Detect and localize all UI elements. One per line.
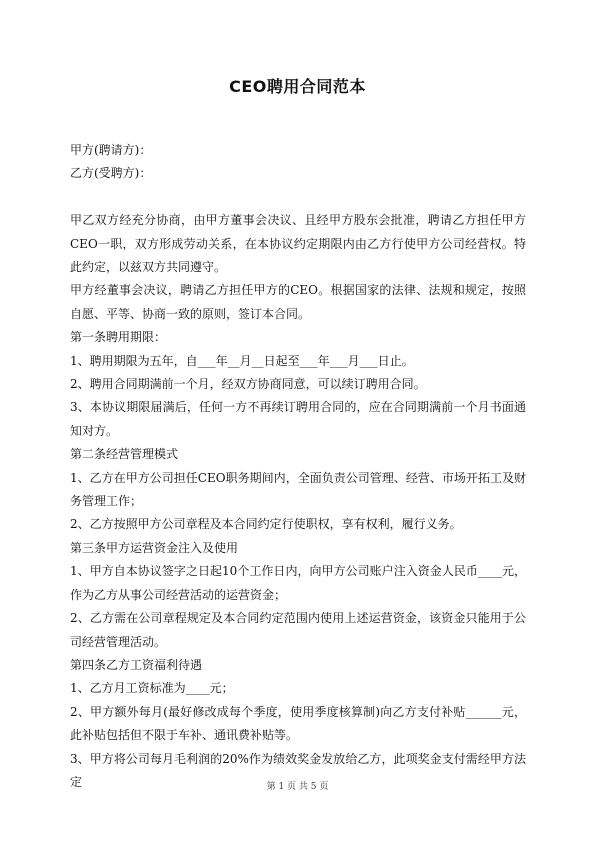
clause-paragraph: 1、乙方月工资标准为____元； bbox=[70, 681, 234, 696]
document-title: CEO聘用合同范本 bbox=[229, 77, 366, 96]
preamble-paragraph: 甲乙双方经充分协商，由甲方董事会决议、且经甲方股东会批准，聘请乙方担任甲方CEO一职，双方形成劳动关系，在本协议约定期限内由乙方行使甲方公司经营权。特此约定，以兹双方共同遵守。 bbox=[70, 213, 526, 275]
party-a-line: 甲方(聘请方)： bbox=[70, 143, 152, 157]
clause-paragraph: 2、聘用合同期满前一个月，经双方协商同意，可以续订聘用合同。 bbox=[70, 377, 426, 392]
contract-body bbox=[70, 139, 526, 794]
intro-paragraph: 甲方经董事会决议，聘请乙方担任甲方的CEO。根据国家的法律、法规和规定，按照自愿、平等、协商一致的原则，签订本合同。 bbox=[70, 283, 526, 321]
clause-paragraph: 1、聘用期限为五年，自___年__月__日起至___年___月___日止。 bbox=[70, 353, 414, 368]
blank-line bbox=[70, 186, 526, 209]
clause-paragraph: 1、乙方在甲方公司担任CEO职务期间内，全面负责公司管理、经营、市场开拓工及财务管理工作； bbox=[70, 470, 526, 509]
section-heading-management: 第二条经营管理模式 bbox=[70, 447, 179, 462]
clause-paragraph: 1、甲方自本协议签字之日起10个工作日内，向甲方公司账户注入资金人民币____元，作为乙方从事公司经营活动的运营资金； bbox=[70, 564, 526, 602]
clause-paragraph: 3、本协议期限届满后，任何一方不再续订聘用合同的，应在合同期满前一个月书面通知对方。 bbox=[70, 400, 526, 438]
page-number-footer: 第 1 页 共 5 页 bbox=[266, 782, 329, 792]
clause-paragraph: 3、甲方将公司每月毛利润的20%作为绩效奖金发放给乙方，此项奖金支付需经甲方法定 bbox=[70, 751, 526, 789]
clause-paragraph: 2、乙方需在公司章程规定及本合同约定范围内使用上述运营资金，该资金只能用于公司经营管理活动。 bbox=[70, 611, 526, 649]
clause-paragraph: 2、甲方额外每月(最好修改成每个季度，使用季度核算制)向乙方支付补贴______元，此补贴包括但不限于车补、通讯费补贴等。 bbox=[70, 704, 526, 743]
clause-paragraph: 2、乙方按照甲方公司章程及本合同约定行使职权，享有权利，履行义务。 bbox=[70, 517, 462, 532]
section-heading-term: 第一条聘用期限： bbox=[70, 330, 167, 345]
section-heading-salary: 第四条乙方工资福利待遇 bbox=[70, 657, 203, 672]
section-heading-funds: 第三条甲方运营资金注入及使用 bbox=[70, 540, 239, 555]
party-b-line: 乙方(受聘方)： bbox=[70, 166, 152, 181]
